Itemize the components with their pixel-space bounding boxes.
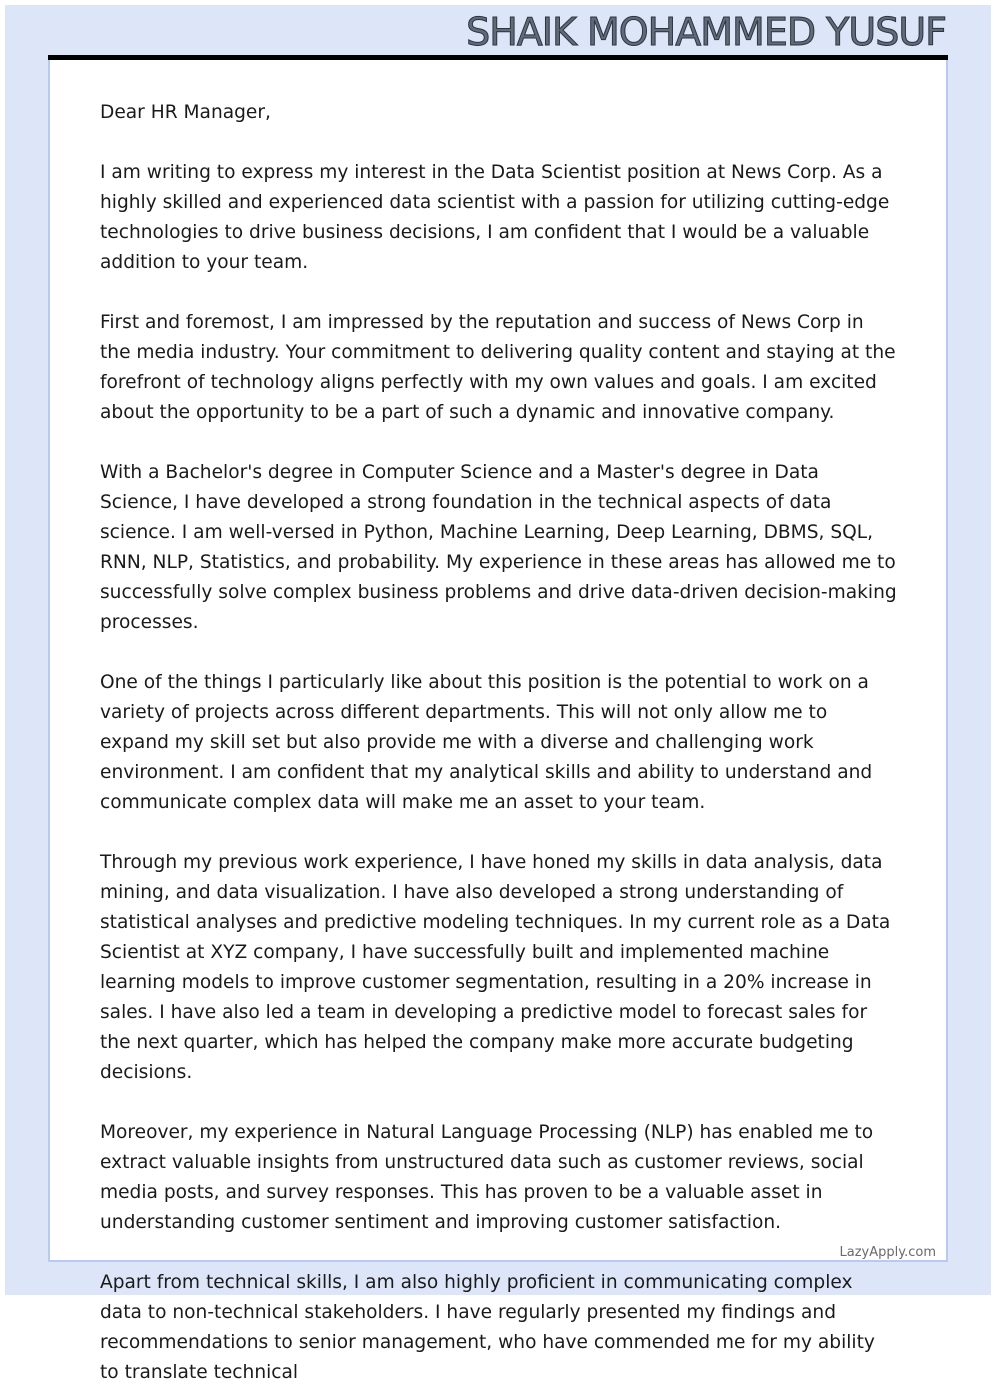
paragraph: Moreover, my experience in Natural Language Processing (NLP) has enabled me to extract valuable insights from unstructured data such as customer reviews, social media posts, and survey responses. This has proven to be a valuable asset in understanding customer sentiment and improving customer satisfaction.	[100, 1122, 874, 1233]
paragraph: With a Bachelor's degree in Computer Science and a Master's degree in Data Science, I have developed a strong foundation in the technical aspects of data science. I am well-versed in Python, Machine Learning, Deep Learning, DBMS, SQL, RNN, NLP, Statistics, and probability. My experience in these areas has allowed me to successfully solve complex business problems and drive data-driven decision-making processes.	[100, 462, 897, 633]
paragraph: First and foremost, I am impressed by the reputation and success of News Corp in the media industry. Your commitment to delivering quality content and staying at the forefront of technology aligns perfectly with my own values and goals. I am excited about the opportunity to be a part of such a dynamic and innovative company.	[100, 312, 896, 423]
paragraph: Apart from technical skills, I am also highly proficient in communicating complex data to non-technical stakeholders. I have regularly presented my findings and recommendations to senior management, who have commended me for my ability to translate technical	[100, 1272, 875, 1383]
letter-body	[100, 98, 898, 1388]
salutation: Dear HR Manager,	[100, 102, 271, 123]
watermark: LazyApply.com	[839, 1245, 936, 1260]
paragraph: Through my previous work experience, I have honed my skills in data analysis, data mining, and data visualization. I have also developed a strong understanding of statistical analyses and predictive modeling techniques. In my current role as a Data Scientist at XYZ company, I have successfully built and implemented machine learning models to improve customer segmentation, resulting in a 20% increase in sales. I have also led a team in developing a predictive model to forecast sales for the next quarter, which has helped the company make more accurate budgeting decisions.	[100, 852, 891, 1083]
applicant-name: SHAIK MOHAMMED YUSUF	[466, 10, 946, 54]
paragraph: One of the things I particularly like about this position is the potential to work on a variety of projects across different departments. This will not only allow me to expand my skill set but also provide me with a diverse and challenging work environment. I am confident that my analytical skills and ability to understand and communicate complex data will make me an asset to your team.	[100, 672, 873, 813]
paragraph: I am writing to express my interest in the Data Scientist position at News Corp. As a highly skilled and experienced data scientist with a passion for utilizing cutting-edge technologies to drive business decisions, I am confident that I would be a valuable addition to your team.	[100, 162, 890, 273]
